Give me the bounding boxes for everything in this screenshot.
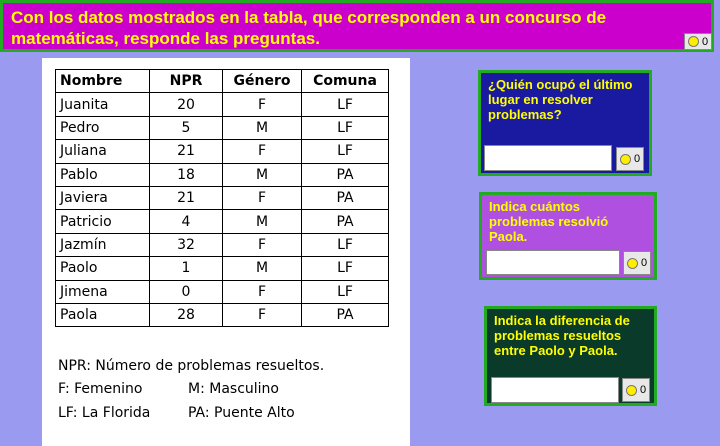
cell-npr: 21 bbox=[150, 186, 223, 209]
cell-npr: 0 bbox=[150, 280, 223, 303]
cell-npr: 4 bbox=[150, 210, 223, 233]
legend-m: M: Masculino bbox=[188, 381, 279, 397]
cell-genero: M bbox=[223, 257, 302, 280]
cell-nombre: Pedro bbox=[56, 116, 150, 139]
column-header-npr: NPR bbox=[150, 70, 223, 93]
cell-genero: M bbox=[223, 116, 302, 139]
table-row bbox=[56, 233, 389, 256]
table-row bbox=[56, 303, 389, 326]
cell-comuna: LF bbox=[302, 93, 389, 116]
table-row bbox=[56, 116, 389, 139]
table-row bbox=[56, 257, 389, 280]
question-text-1: ¿Quién ocupó el último lugar en resolver problemas? bbox=[488, 77, 633, 122]
legend-npr: NPR: Número de problemas resueltos. bbox=[58, 358, 325, 374]
cell-genero: F bbox=[223, 303, 302, 326]
cell-nombre: Paola bbox=[56, 303, 150, 326]
cell-nombre: Javiera bbox=[56, 186, 150, 209]
instruction-header bbox=[0, 0, 714, 52]
answer-input-1[interactable] bbox=[484, 145, 612, 171]
cell-nombre: Juanita bbox=[56, 93, 150, 116]
table-row bbox=[56, 186, 389, 209]
question-box-1 bbox=[478, 70, 652, 176]
cell-comuna: LF bbox=[302, 233, 389, 256]
header-score-value: 0 bbox=[701, 35, 709, 48]
contest-table bbox=[55, 69, 389, 327]
answer-input-3[interactable] bbox=[491, 377, 619, 403]
column-header-nombre: Nombre bbox=[56, 70, 150, 93]
cell-npr: 20 bbox=[150, 93, 223, 116]
score-coin-icon bbox=[626, 385, 637, 396]
table-row bbox=[56, 210, 389, 233]
cell-npr: 18 bbox=[150, 163, 223, 186]
table-row bbox=[56, 163, 389, 186]
score-coin-icon bbox=[688, 36, 699, 47]
instruction-text: Con los datos mostrados en la tabla, que corresponden a un concurso de matemáticas, responde las preguntas. bbox=[11, 8, 607, 48]
table-row bbox=[56, 93, 389, 116]
cell-npr: 32 bbox=[150, 233, 223, 256]
cell-nombre: Patricio bbox=[56, 210, 150, 233]
cell-genero: F bbox=[223, 280, 302, 303]
cell-comuna: LF bbox=[302, 257, 389, 280]
table-row bbox=[56, 280, 389, 303]
table-row bbox=[56, 140, 389, 163]
cell-nombre: Jimena bbox=[56, 280, 150, 303]
score-coin-icon bbox=[627, 258, 638, 269]
header-score-counter bbox=[684, 33, 712, 50]
legend-lf: LF: La Florida bbox=[58, 405, 151, 421]
column-header-comuna: Comuna bbox=[302, 70, 389, 93]
cell-genero: M bbox=[223, 163, 302, 186]
question-score-value-2: 0 bbox=[640, 257, 648, 269]
question-box-2 bbox=[479, 192, 657, 280]
cell-comuna: LF bbox=[302, 116, 389, 139]
cell-comuna: PA bbox=[302, 186, 389, 209]
cell-nombre: Pablo bbox=[56, 163, 150, 186]
cell-genero: F bbox=[223, 140, 302, 163]
question-text-2: Indica cuántos problemas resolvió Paola. bbox=[489, 199, 609, 244]
legend-f: F: Femenino bbox=[58, 381, 143, 397]
cell-npr: 1 bbox=[150, 257, 223, 280]
cell-comuna: PA bbox=[302, 210, 389, 233]
question-score-counter-1 bbox=[616, 147, 644, 171]
legend-pa: PA: Puente Alto bbox=[188, 405, 295, 421]
cell-nombre: Juliana bbox=[56, 140, 150, 163]
data-panel bbox=[42, 58, 410, 446]
question-text-3: Indica la diferencia de problemas resueltos entre Paolo y Paola. bbox=[494, 313, 630, 358]
cell-genero: M bbox=[223, 210, 302, 233]
cell-npr: 21 bbox=[150, 140, 223, 163]
question-box-3 bbox=[484, 306, 657, 406]
question-score-value-1: 0 bbox=[633, 153, 641, 165]
cell-comuna: PA bbox=[302, 303, 389, 326]
answer-input-2[interactable] bbox=[486, 250, 620, 275]
cell-nombre: Paolo bbox=[56, 257, 150, 280]
cell-nombre: Jazmín bbox=[56, 233, 150, 256]
cell-genero: F bbox=[223, 186, 302, 209]
cell-comuna: LF bbox=[302, 140, 389, 163]
question-score-counter-2 bbox=[623, 251, 651, 275]
cell-npr: 28 bbox=[150, 303, 223, 326]
cell-genero: F bbox=[223, 93, 302, 116]
score-coin-icon bbox=[620, 154, 631, 165]
cell-genero: F bbox=[223, 233, 302, 256]
cell-npr: 5 bbox=[150, 116, 223, 139]
cell-comuna: LF bbox=[302, 280, 389, 303]
cell-comuna: PA bbox=[302, 163, 389, 186]
question-score-value-3: 0 bbox=[639, 384, 647, 396]
column-header-genero: Género bbox=[223, 70, 302, 93]
table-header-row bbox=[56, 70, 389, 93]
question-score-counter-3 bbox=[622, 378, 650, 402]
